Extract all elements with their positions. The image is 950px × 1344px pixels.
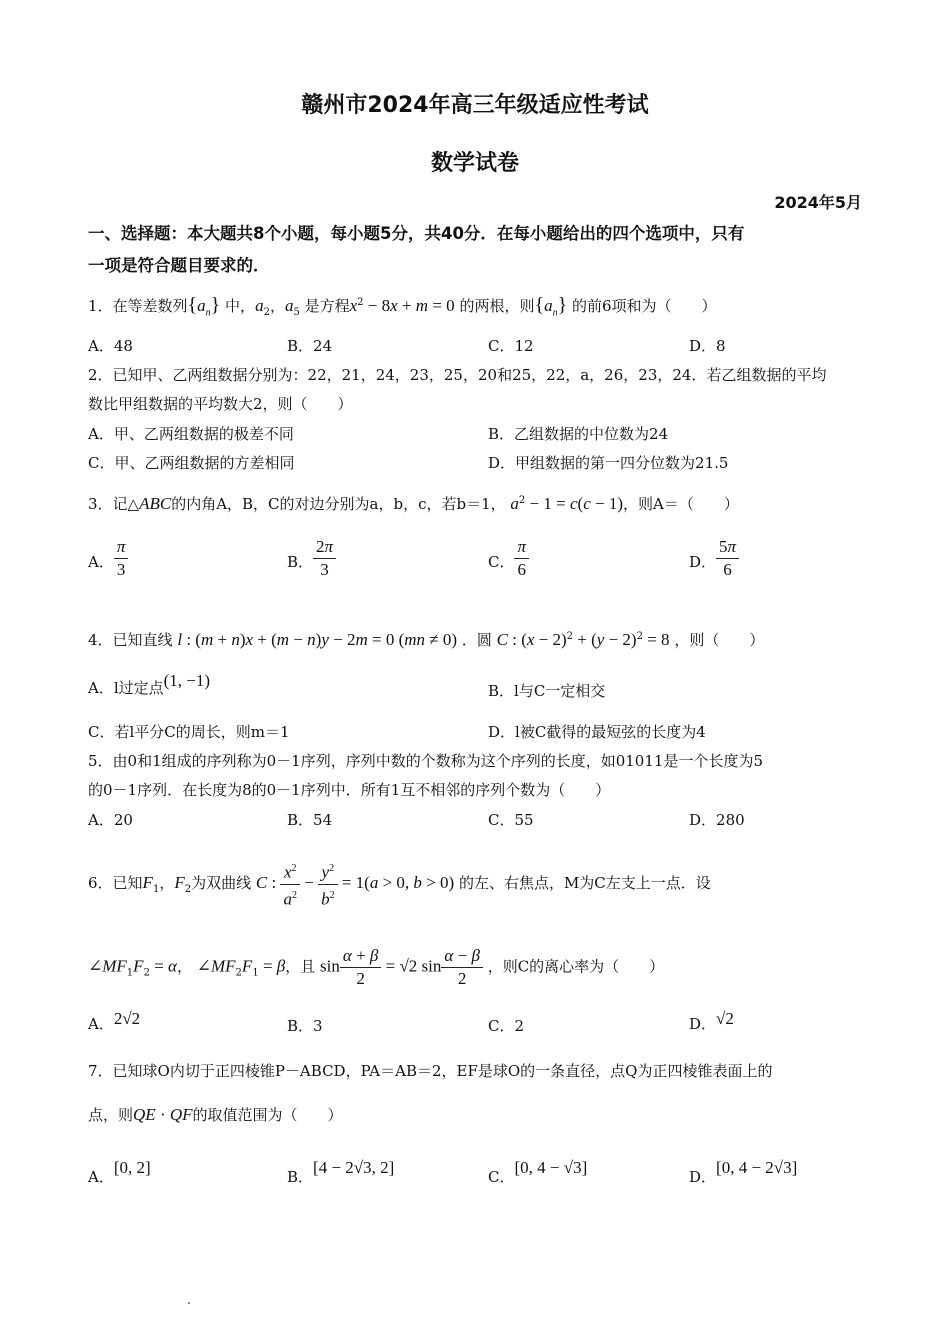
q5-option-b: B．54	[287, 811, 333, 829]
section-heading: 一、选择题：本大题共8个小题，每小题5分，共40分．在每小题给出的四个选项中，只有 一项是符合题目要求的．	[88, 224, 745, 275]
q5-option-d: D．280	[689, 811, 745, 829]
q1-option-b: B．24	[287, 337, 333, 355]
q6-option-c: C．2	[488, 1017, 525, 1035]
q4-option-b: B．l与C一定相交	[488, 682, 606, 700]
q6-option-b: B．3	[287, 1017, 323, 1035]
exam-title: 赣州市2024年高三年级适应性考试	[301, 93, 649, 118]
q7-option-a: A．[0, 2]	[88, 1158, 151, 1186]
q3-option-c: C． $\frac{\pi}{6}$	[488, 536, 529, 581]
q2-option-d: D．甲组数据的第一四分位数为21.5	[488, 454, 729, 472]
exam-date: 2024年5月	[774, 193, 862, 212]
q2-option-b: B．乙组数据的中位数为24	[488, 425, 669, 443]
q2-option-c: C．甲、乙两组数据的方差相同	[88, 454, 295, 472]
question-6-line1: 6．已知$F_1$，$F_2$为双曲线 C : $\frac{x^2}{a^2}$ − $\frac{y^2}{b^2}$ = 1(a > 0, b > 0) 的左、右焦点，M为C左支上一点．设	[88, 858, 868, 910]
q5-option-a: A．20	[88, 811, 133, 829]
q6-option-a: A．2√2	[88, 1009, 141, 1033]
question-7-line1: 7．已知球O内切于正四棱锥P－ABCD，PA＝AB＝2，EF是球O的一条直径，点Q为正四棱锥表面上的	[88, 1062, 773, 1080]
q5-option-c: C．55	[488, 811, 534, 829]
question-4: 4．已知直线 l : (m + n)x + (m − n)y − 2m = 0 (mn ≠ 0) ．圆 C : $(x - 2)^2 + (y - 2)^2 = 8$ ，则（ ）	[88, 630, 765, 649]
q6-option-d: D．√2	[689, 1009, 734, 1033]
q7-option-b: B．[4 − 2√3, 2]	[287, 1158, 395, 1186]
q1-option-d: D．8	[689, 337, 726, 355]
question-2-line2: 数比甲组数据的平均数大2，则（ ）	[88, 395, 353, 413]
question-1: 1．在等差数列$\{a_n\}$ 中，$a_2$，$a_5$ 是方程$x^2 - 8x + m = 0$ 的两根，则$\{a_n\}$ 的前6项和为（ ）	[88, 294, 717, 319]
question-5-line1: 5．由0和1组成的序列称为0－1序列，序列中数的个数称为这个序列的长度，如01011是一个长度为5	[88, 752, 763, 770]
page-dot	[188, 1302, 190, 1304]
q4-option-c: C．若l平分C的周长，则m＝1	[88, 723, 290, 741]
question-6-line2: $\angle MF_1F_2 = \alpha$， $\angle MF_2F_1 = \beta$，且 sin $\frac{\alpha + \beta}{2}$ = √2 sin $\frac{\alpha - \beta}{2}$ ，则C的离心率为（ ）	[88, 946, 665, 988]
q3-option-a: A． $\frac{\pi}{3}$	[88, 536, 128, 581]
q2-option-a: A．甲、乙两组数据的极差不同	[88, 425, 294, 443]
question-7-line2: 点，则QE · QF的取值范围为（ ）	[88, 1105, 343, 1124]
q4-option-d: D．l被C截得的最短弦的长度为4	[488, 723, 706, 741]
question-3: 3．记△ABC的内角A，B，C的对边分别为a，b，c，若b＝1， $a^2 - 1 = c(c - 1)$，则A＝（ ）	[88, 494, 739, 513]
q7-option-c: C．[0, 4 − √3]	[488, 1158, 588, 1186]
q3-option-d: D． $\frac{5\pi}{6}$	[689, 536, 739, 581]
question-2-line1: 2．已知甲、乙两组数据分别为：22，21，24，23，25，20和25，22，a，26，23，24．若乙组数据的平均	[88, 366, 827, 384]
exam-subtitle: 数学试卷	[430, 151, 519, 176]
q1-option-a: A．48	[88, 337, 133, 355]
q3-option-b: B． $\frac{2\pi}{3}$	[287, 536, 336, 581]
q4-option-a: A．l过定点(1, −1)	[88, 671, 211, 697]
q7-option-d: D．[0, 4 − 2√3]	[689, 1158, 798, 1186]
question-5-line2: 的0－1序列．在长度为8的0－1序列中．所有1互不相邻的序列个数为（ ）	[88, 781, 611, 799]
q1-option-c: C．12	[488, 337, 534, 355]
